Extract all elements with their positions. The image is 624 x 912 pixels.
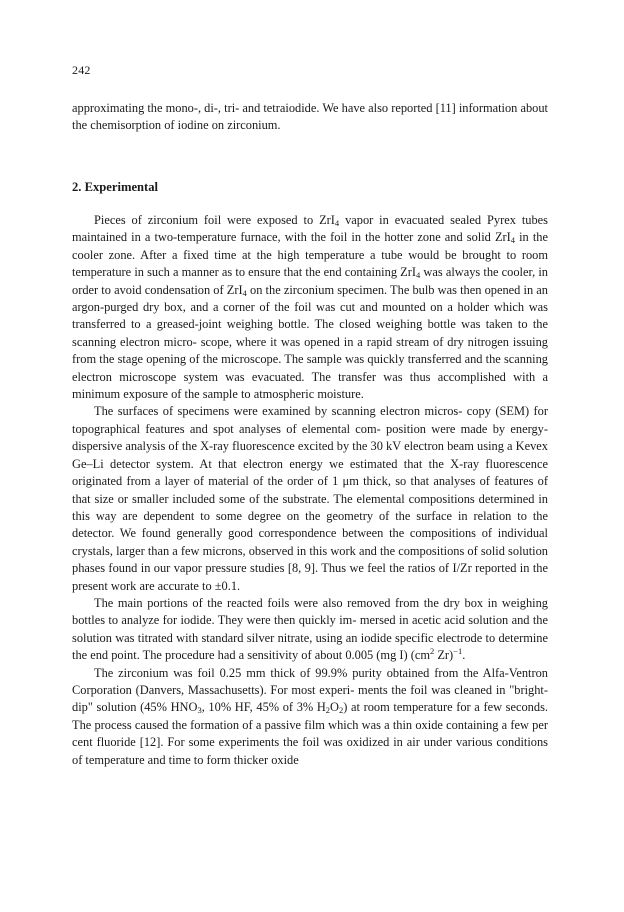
page-number: 242: [72, 63, 91, 77]
section-heading: 2. Experimental: [72, 180, 159, 194]
paragraph-iodide-titration: The main portions of the reacted foils were also removed from the dry box in weighing bottles to analyze for iodide. They were then quickly im- mersed in acetic acid solution and the solution was titrated with standard silver nitrate, using an iodide specific electrode to determine the end point. The procedure had a sensitivity of about 0.005 (mg I) ($cm^2$ Zr)$^{-1}$.: [72, 595, 548, 663]
intro-paragraph: approximating the mono-, di-, tri- and tetraiodide. We have also reported [11] information about the chemisorption of iodine on zirconium.: [72, 101, 548, 133]
paragraph-sample-preparation: Pieces of zirconium foil were exposed to ZrI$_4$ vapor in evacuated sealed Pyrex tubes maintained in a two-temperature furnace, with the foil in the hotter zone and solid ZrI$_4$ in the cooler zone. After a fixed time at the high temperature a tube would be brought to room temperature in such a manner as to ensure that the end containing ZrI$_4$ was always the cooler, in order to avoid condensation of ZrI$_4$ on the zirconium specimen. The bulb was then opened in an argon-purged dry box, and a corner of the foil was cut and mounted on a holder which was transferred to a greased-joint weighing bottle. The closed weighing bottle was taken to the scanning electron micro- scope, where it was opened in a rapid stream of dry nitrogen issuing from the stage opening of the microscope. The sample was quickly transferred and the scanning electron microscope system was evacuated. The transfer was thus accomplished with a minimum exposure of the sample to atmospheric moisture.: [72, 213, 549, 402]
section-body: [72, 212, 548, 769]
intro-paragraph-block: [72, 100, 548, 135]
paragraph-zirconium-foil: The zirconium was foil 0.25 mm thick of 99.9% purity obtained from the Alfa-Ventron Corporation (Danvers, Massachusetts). For most experi- ments the foil was cleaned in "bright-dip" solution (45% $HNO_3$, 10% HF, 45% of 3% $H_2O_2$) at room temperature for a few seconds. The process caused the formation of a passive film which was a thin oxide containing a few per cent fluoride [12]. For some experiments the foil was oxidized in air under various conditions of temperature and time to form thicker oxide: [72, 665, 548, 767]
paragraph-sem-analysis: The surfaces of specimens were examined by scanning electron micros- copy (SEM) for topographical features and spot analyses of elemental com- position were made by energy-dispersive analysis of the X-ray fluorescence excited by the 30 kV electron beam using a Kevex Ge–Li detector system. At that electron energy we estimated that the X-ray fluorescence originated from a layer of material of the order of 1 μm thick, so that analyses of features of that size or smaller included some of the substrate. The elemental compositions determined in this way are dependent to some degree on the geometry of the surface in relation to the detector. We found generally good correspondence between the compositions of individual crystals, larger than a few microns, observed in this work and the compositions of solid solution phases found in our vapor pressure studies [8, 9]. Thus we feel the ratios of I/Zr reported in the present work are accurate to ±0.1.: [72, 404, 548, 593]
